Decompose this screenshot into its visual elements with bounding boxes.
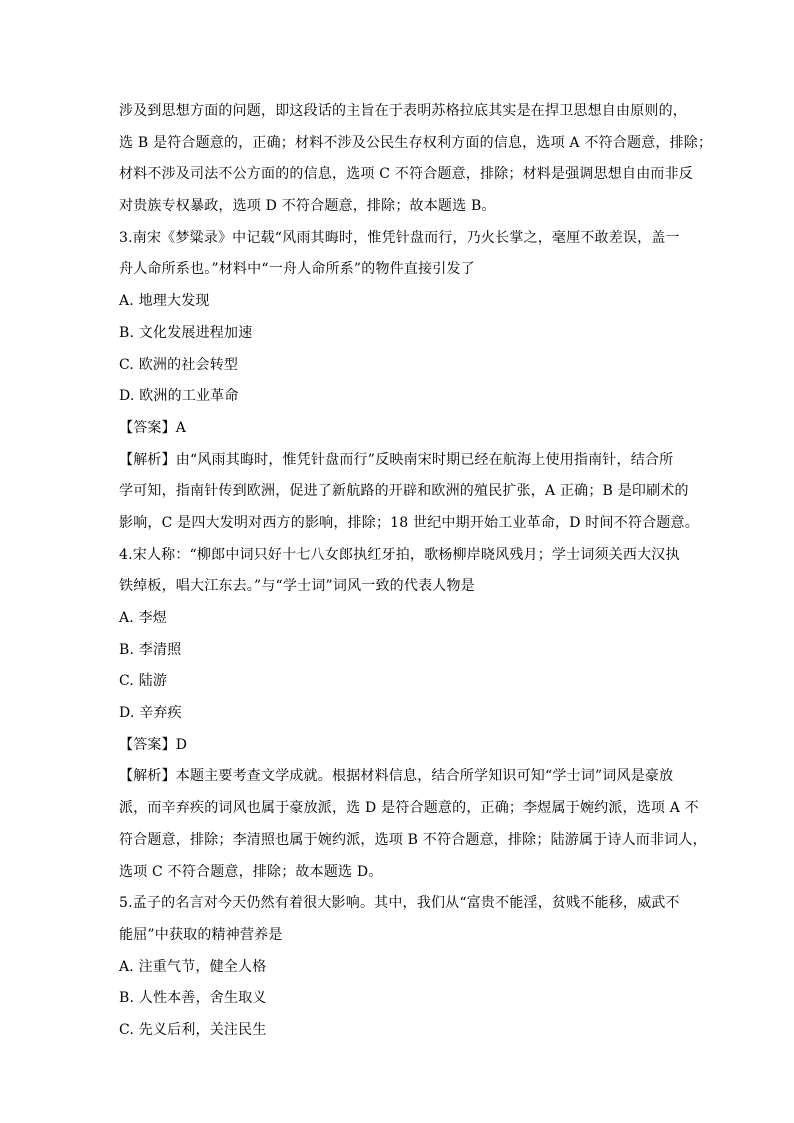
question-4-option-a: A. 李煜 <box>119 610 168 626</box>
question-4-analysis: 选项 C 不符合题意，排除；故本题选 D。 <box>119 863 383 880</box>
question-3-option-d: D. 欧洲的工业革命 <box>119 388 239 405</box>
question-4-stem: 4.宋人称：“柳郎中词只好十七八女郎执红牙拍，歌杨柳岸晓风残月；学士词须关西大汉执 <box>119 546 680 563</box>
question-4-option-d: D. 辛弃疾 <box>119 705 182 722</box>
question-3-analysis: 影响，C 是四大发明对西方的影响，排除；18 世纪中期开始工业革命，D 时间不符合题意。 <box>119 514 699 531</box>
question-3-analysis: 学可知，指南针传到欧洲，促进了新航路的开辟和欧洲的殖民扩张，A 正确；B 是印刷术的 <box>119 483 689 500</box>
question-4-answer: 【答案】D <box>119 736 188 753</box>
question-5-stem: 能屈”中获取的精神营养是 <box>119 926 283 943</box>
question-4-analysis: 符合题意，排除；李清照也属于婉约派，选项 B 不符合题意，排除；陆游属于诗人而非词人， <box>119 831 707 848</box>
question-5-option-b: B. 人性本善，舍生取义 <box>119 990 267 1007</box>
text-line: 选 B 是符合题意的，正确；材料不涉及公民生存权利方面的信息，选项 A 不符合题意，排除； <box>119 134 713 151</box>
question-5-stem: 5.孟子的名言对今天仍然有着很大影响。其中，我们从“富贵不能淫，贫贱不能移，威武不 <box>119 895 680 912</box>
text-line: 对贵族专权暴政，选项 D 不符合题意，排除；故本题选 B。 <box>119 198 496 215</box>
question-3-option-c: C. 欧洲的社会转型 <box>119 356 239 373</box>
question-3-answer: 【答案】A <box>119 419 187 436</box>
question-4-analysis: 派，而辛弃疾的词风也属于豪放派，选 D 是符合题意的，正确；李煜属于婉约派，选项 A 不 <box>119 800 699 817</box>
question-4-option-c: C. 陆游 <box>119 673 168 690</box>
question-5-option-c: C. 先义后利，关注民生 <box>119 1021 267 1038</box>
question-5-option-a: A. 注重气节，健全人格 <box>119 958 267 975</box>
text-line: 涉及到思想方面的问题，即这段话的主旨在于表明苏格拉底其实是在捍卫思想自由原则的， <box>119 103 687 119</box>
question-3-analysis: 【解析】由“风雨其晦时，惟凭针盘而行”反映南宋时期已经在航海上使用指南针，结合所 <box>119 451 674 468</box>
question-4-option-b: B. 李清照 <box>119 641 182 658</box>
question-3-stem: 3.南宋《梦粱录》中记载“风雨其晦时，惟凭针盘而行，乃火长掌之，毫厘不敢差误，盖一 <box>119 229 680 246</box>
question-3-option-b: B. 文化发展进程加速 <box>119 324 253 341</box>
question-4-analysis: 【解析】本题主要考查文学成就。根据材料信息，结合所学知识可知“学士词”词风是豪放 <box>119 768 674 785</box>
question-3-stem: 舟人命所系也。”材料中“一舟人命所系”的物件直接引发了 <box>119 261 475 278</box>
question-4-stem: 铁绰板，唱大江东去。”与“学士词”词风一致的代表人物是 <box>119 578 475 595</box>
question-3-option-a: A. 地理大发现 <box>119 293 210 310</box>
text-line: 材料不涉及司法不公方面的的信息，选项 C 不符合题意，排除；材料是强调思想自由而非反 <box>119 166 694 183</box>
document-body <box>119 96 713 1047</box>
